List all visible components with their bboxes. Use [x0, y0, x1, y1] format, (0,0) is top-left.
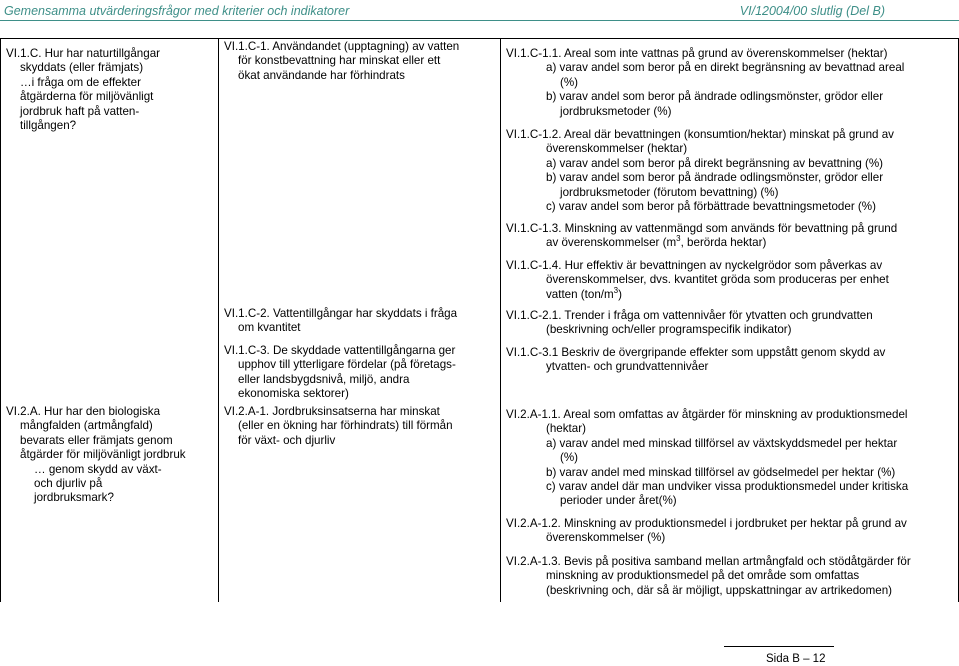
column-divider-2	[500, 38, 501, 602]
header-title: Gemensamma utvärderingsfrågor med kriterier och indikatorer	[4, 4, 350, 18]
criterion-vi-1-c-1: VI.1.C-1. Användandet (upptagning) av vatten för konstbevattning har minskat eller ett ökat användande har förhindrats	[224, 40, 460, 82]
indicator-vi-1-c-1-4: VI.1.C-1.4. Hur effektiv är bevattningen av nyckelgrödor som påverkas av överenskommelser, dvs. kvantitet gröda som produceras per enhet vatten $(ton/m^3)$	[506, 259, 889, 301]
page-header	[4, 2, 955, 20]
column-divider-1	[218, 38, 219, 602]
indicator-vi-2-a-1-1: VI.2.A-1.1. Areal som omfattas av åtgärder för minskning av produktionsmedel (hektar) a) varav andel med minskad tillförsel av växtskyddsmedel per hektar (%) b) varav andel med minskad tillförsel av gödselmedel per hektar (%) c) varav andel där man undviker vissa produktionsmedel under kritiska perioder under året(%)	[506, 408, 909, 508]
indicator-vi-1-c-1-3: VI.1.C-1.3. Minskning av vattenmängd som används för bevattning på grund av överenskommelser ($m^3$, berörda hektar)	[506, 222, 898, 250]
criterion-vi-1-c-2: VI.1.C-2. Vattentillgångar har skyddats i fråga om kvantitet	[224, 307, 458, 335]
indicator-vi-2-a-1-2: VI.2.A-1.2. Minskning av produktionsmedel i jordbruket per hektar på grund av överenskommelser (%)	[506, 517, 907, 545]
footer-rule	[724, 646, 834, 647]
page-number: Sida B – 12	[766, 653, 826, 665]
indicator-vi-1-c-2-1: VI.1.C-2.1. Trender i fråga om vattennivåer för ytvatten och grundvatten (beskrivning och/eller programspecifik indikator)	[506, 309, 873, 337]
indicator-vi-1-c-1-2: VI.1.C-1.2. Areal där bevattningen (konsumtion/hektar) minskat på grund av överenskommelser (hektar) a) varav andel som beror på direkt begränsning av bevattning (%) b) varav andel som beror på ändrade odlingsmönster, grödor eller jordbruksmetoder (förutom bevattning) (%) c) varav andel som beror på förbättrade bevattningsmetoder (%)	[506, 128, 894, 214]
table-top-border	[0, 38, 959, 39]
indicator-vi-1-c-1-1: VI.1.C-1.1. Areal som inte vattnas på grund av överenskommelser (hektar) a) varav andel som beror på en direkt begränsning av bevattnad areal (%) b) varav andel som beror på ändrade odlingsmönster, grödor eller jordbruksmetoder (%)	[506, 47, 905, 118]
criterion-vi-1-c-3: VI.1.C-3. De skyddade vattentillgångarna ger upphov till ytterligare fördelar (på företags- eller landsbygdsnivå, miljö, andra ekonomiska sektorer)	[224, 344, 456, 401]
header-rule	[0, 20, 959, 21]
header-reference: VI/12004/00 slutlig (Del B)	[739, 4, 885, 18]
question-vi-1-c: VI.1.C. Hur har naturtillgångar skyddats (eller främjats) …i fråga om de effekter åtgärderna för miljövänligt jordbruk haft på vatten- tillgången?	[6, 47, 161, 133]
table-left-border	[0, 38, 1, 602]
criterion-vi-2-a-1: VI.2.A-1. Jordbruksinsatserna har minskat (eller en ökning har förhindrats) till förmån för växt- och djurliv	[224, 405, 453, 447]
indicator-vi-1-c-3-1: VI.1.C-3.1 Beskriv de övergripande effekter som uppstått genom skydd av ytvatten- och grundvattennivåer	[506, 346, 886, 374]
question-vi-2-a: VI.2.A. Hur har den biologiska mångfalden (artmångfald) bevarats eller främjats genom åtgärder för miljövänligt jordbruk … genom skydd av växt- och djurliv på jordbruksmark?	[6, 405, 186, 505]
indicator-vi-2-a-1-3: VI.2.A-1.3. Bevis på positiva samband mellan artmångfald och stödåtgärder för minskning av produktionsmedel på det område som omfattas (beskrivning och, där så är möjligt, uppskattningar av artrikedomen)	[506, 555, 911, 597]
